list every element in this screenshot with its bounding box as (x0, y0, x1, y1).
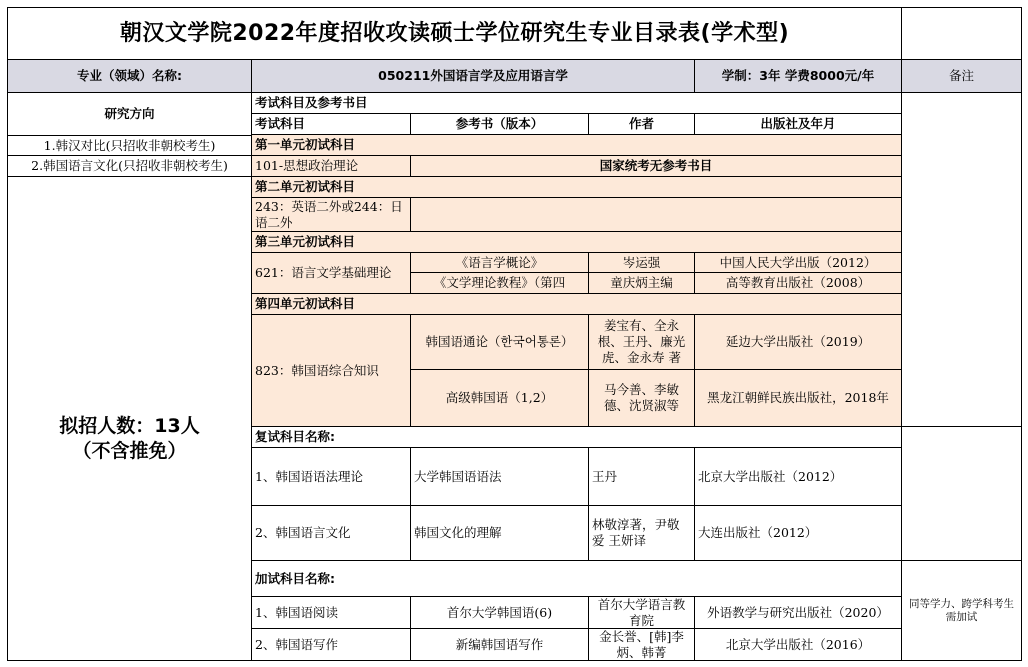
extra-subject-1: 1、韩国语阅读 (251, 596, 411, 629)
notes-blank-retest (901, 426, 1022, 561)
unit3-book-1: 《语言学概论》 (410, 252, 589, 273)
unit4-title: 第四单元初试科目 (251, 293, 902, 315)
quota-count: 拟招人数：13人 (59, 414, 200, 437)
exam-section-title: 考试科目及参考书目 (251, 92, 902, 114)
retest-publisher-2: 大连出版社（2012） (694, 505, 902, 561)
quota-note: （不含推免） (72, 439, 187, 462)
unit3-title: 第三单元初试科目 (251, 231, 902, 253)
extra-author-2: 金长誉、[韩]李炳、韩菁 (588, 628, 695, 661)
retest-author-1: 王丹 (588, 447, 695, 506)
extra-book-1: 首尔大学韩国语(6) (410, 596, 589, 629)
unit3-author-1: 岑运强 (588, 252, 695, 273)
unit2-title: 第二单元初试科目 (251, 176, 902, 198)
extra-author-1: 首尔大学语言教育院 (588, 596, 695, 629)
unit1-note: 国家统考无参考书目 (410, 155, 902, 177)
retest-subject-1: 1、韩国语语法理论 (251, 447, 411, 506)
unit4-book-1: 韩国语通论（한국어통론） (410, 314, 589, 370)
major-value: 050211外国语言学及应用语言学 (251, 59, 695, 93)
unit4-book-2: 高级韩国语（1,2） (410, 369, 589, 427)
unit1-subject: 101-思想政治理论 (251, 155, 411, 177)
retest-publisher-1: 北京大学出版社（2012） (694, 447, 902, 506)
retest-author-2: 林敬淳著，尹敬爱 王妍译 (588, 505, 695, 561)
extra-note: 同等学力、跨学科考生需加试 (901, 560, 1022, 661)
research-direction-2: 2.韩国语言文化(只招收非朝校考生) (7, 155, 252, 177)
col-subject: 考试科目 (251, 113, 411, 135)
extra-publisher-1: 外语教学与研究出版社（2020） (694, 596, 902, 629)
duration-fee: 学制：3年 学费8000元/年 (694, 59, 902, 93)
retest-subject-2: 2、韩国语言文化 (251, 505, 411, 561)
notes-header: 备注 (901, 59, 1022, 93)
extra-title: 加试科目名称: (251, 560, 902, 597)
col-publisher: 出版社及年月 (694, 113, 902, 135)
extra-book-2: 新编韩国语写作 (410, 628, 589, 661)
major-label: 专业（领域）名称: (7, 59, 252, 93)
unit3-subject: 621：语言文学基础理论 (251, 252, 411, 294)
retest-book-2: 韩国文化的理解 (410, 505, 589, 561)
col-author: 作者 (588, 113, 695, 135)
unit2-blank (410, 197, 902, 232)
col-book: 参考书（版本） (410, 113, 589, 135)
unit4-subject: 823：韩国语综合知识 (251, 314, 411, 427)
unit3-publisher-1: 中国人民大学出版（2012） (694, 252, 902, 273)
unit3-author-2: 童庆炳主编 (588, 272, 695, 294)
research-direction-label: 研究方向 (7, 92, 252, 136)
quota-cell (7, 176, 252, 661)
page-title: 朝汉文学院2022年度招收攻读硕士学位研究生专业目录表(学术型) (7, 7, 902, 60)
extra-subject-2: 2、韩国语写作 (251, 628, 411, 661)
unit2-subject: 243：英语二外或244：日语二外 (251, 197, 411, 232)
extra-publisher-2: 北京大学出版社（2016） (694, 628, 902, 661)
unit3-book-2: 《文学理论教程》（第四 (410, 272, 589, 294)
retest-title: 复试科目名称: (251, 426, 902, 448)
unit3-publisher-2: 高等教育出版社（2008） (694, 272, 902, 294)
unit1-title: 第一单元初试科目 (251, 134, 902, 156)
unit4-publisher-2: 黑龙江朝鲜民族出版社，2018年 (694, 369, 902, 427)
unit4-author-1: 姜宝有、全永根、王丹、廉光虎、金永寿 著 (588, 314, 695, 370)
research-direction-1: 1.韩汉对比(只招收非朝校考生) (7, 135, 252, 156)
unit4-author-2: 马今善、李敏德、沈贤淑等 (588, 369, 695, 427)
title-blank-cell (901, 7, 1022, 60)
unit4-publisher-1: 延边大学出版社（2019） (694, 314, 902, 370)
notes-blank-exam (901, 92, 1022, 427)
retest-book-1: 大学韩国语语法 (410, 447, 589, 506)
